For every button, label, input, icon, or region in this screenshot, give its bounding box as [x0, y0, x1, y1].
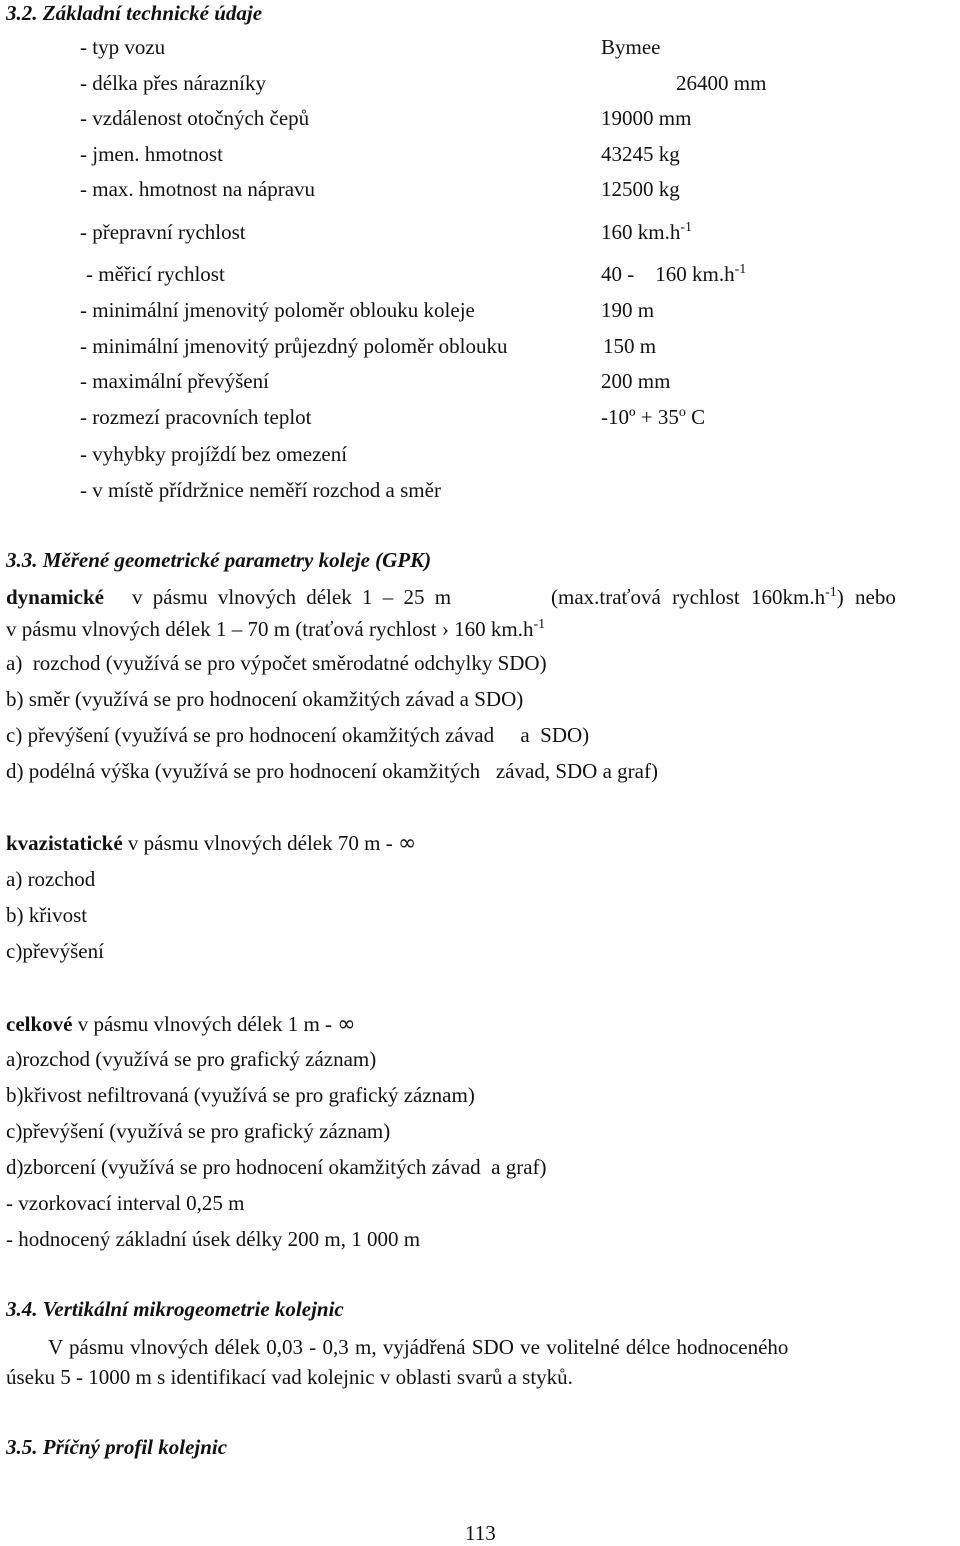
section-heading-3-3: 3.3. Měřené geometrické parametry koleje (GPK): [6, 548, 432, 572]
dynamic-line-2: v pásmu vlnových délek 1 – 70 m (traťová rychlost › 160 $km.h^{-1}$: [6, 617, 546, 641]
spec-row: [0, 261, 960, 291]
spec-row: [0, 141, 960, 171]
list-item: a) rozchod: [6, 867, 96, 891]
list-item: b) křivost: [6, 903, 88, 927]
paragraph-line: úseku 5 - 1000 m s identifikací vad kolejnic v oblasti svarů a styků.: [6, 1365, 573, 1389]
spec-value: 190 m: [601, 298, 655, 322]
list-item: d) podélná výška (využívá se pro hodnocení okamžitých závad, SDO a graf): [6, 759, 658, 783]
spec-value: Bymee: [601, 35, 661, 59]
list-item: a)rozchod (využívá se pro grafický záznam): [6, 1047, 377, 1071]
spec-value: -10º + $35^o$ C: [601, 405, 706, 429]
infinity-icon: ∞: [397, 831, 417, 856]
dynamic-line-1: dynamické v pásmu vlnových délek 1 – 25 m (max.traťová rychlost $160km.h^{-1}$) nebo: [6, 585, 896, 609]
list-item: b)křivost nefiltrovaná (využívá se pro grafický záznam): [6, 1083, 475, 1107]
spec-label: - měřicí rychlost: [86, 262, 225, 286]
section-heading-3-4: 3.4. Vertikální mikrogeometrie kolejnic: [6, 1297, 344, 1321]
spec-label: - v místě přídržnice neměří rozchod a směr: [80, 478, 441, 502]
spec-row: [0, 34, 960, 64]
list-item: c) převýšení (využívá se pro hodnocení okamžitých závad a SDO): [6, 723, 590, 747]
spec-row: [0, 219, 960, 249]
section-heading-3-5: 3.5. Příčný profil kolejnic: [6, 1435, 228, 1459]
spec-label: - max. hmotnost na nápravu: [80, 177, 316, 201]
list-item: c)převýšení (využívá se pro grafický záznam): [6, 1119, 391, 1143]
quasistatic-line: kvazistatické v pásmu vlnových délek 70 m - ∞: [6, 831, 417, 856]
total-line: celkové v pásmu vlnových délek 1 m - ∞: [6, 1012, 356, 1037]
spec-row: [0, 70, 960, 100]
list-item: c)převýšení: [6, 939, 104, 963]
spec-row: [0, 297, 960, 327]
list-item: a) rozchod (využívá se pro výpočet směrodatné odchylky SDO): [6, 651, 547, 675]
spec-row: [0, 368, 960, 398]
spec-label: - vzdálenost otočných čepů: [80, 106, 310, 130]
spec-row: [0, 477, 960, 507]
paragraph-line: V pásmu vlnových délek 0,03 - 0,3 m, vyjádřená SDO ve volitelné délce hodnoceného: [48, 1335, 789, 1359]
spec-value: 160 $km.h^{-1}$: [601, 220, 693, 244]
page-number: 113: [465, 1521, 496, 1545]
spec-value: 19000 mm: [601, 106, 692, 130]
spec-label: - typ vozu: [80, 35, 166, 59]
list-item: b) směr (využívá se pro hodnocení okamžitých závad a SDO): [6, 687, 524, 711]
spec-value: 12500 kg: [601, 177, 680, 201]
list-item: - vzorkovací interval 0,25 m: [6, 1191, 245, 1215]
list-item: d)zborcení (využívá se pro hodnocení okamžitých závad a graf): [6, 1155, 547, 1179]
spec-row: [0, 441, 960, 471]
spec-label: - jmen. hmotnost: [80, 142, 223, 166]
spec-value: 40 - 160 $km.h^{-1}$: [601, 262, 747, 286]
spec-row: [0, 176, 960, 206]
spec-label: - maximální převýšení: [80, 369, 269, 393]
spec-row: [0, 404, 960, 434]
spec-value: 200 mm: [601, 369, 671, 393]
list-item: - hodnocený základní úsek délky 200 m, 1 000 m: [6, 1227, 421, 1251]
infinity-icon: ∞: [337, 1012, 356, 1037]
spec-value: 150 m: [603, 334, 657, 358]
spec-value: 26400 mm: [676, 71, 767, 95]
spec-row: [0, 333, 960, 363]
spec-label: - vyhybky projíždí bez omezení: [80, 442, 348, 466]
spec-label: - minimální jmenovitý průjezdný poloměr oblouku: [80, 334, 508, 358]
spec-label: - rozmezí pracovních teplot: [80, 405, 312, 429]
spec-row: [0, 105, 960, 135]
spec-value: 43245 kg: [601, 142, 680, 166]
spec-label: - přepravní rychlost: [80, 220, 246, 244]
spec-label: - minimální jmenovitý poloměr oblouku koleje: [80, 298, 475, 322]
spec-label: - délka přes nárazníky: [80, 71, 266, 95]
section-heading-3-2: 3.2. Základní technické údaje: [6, 1, 263, 25]
